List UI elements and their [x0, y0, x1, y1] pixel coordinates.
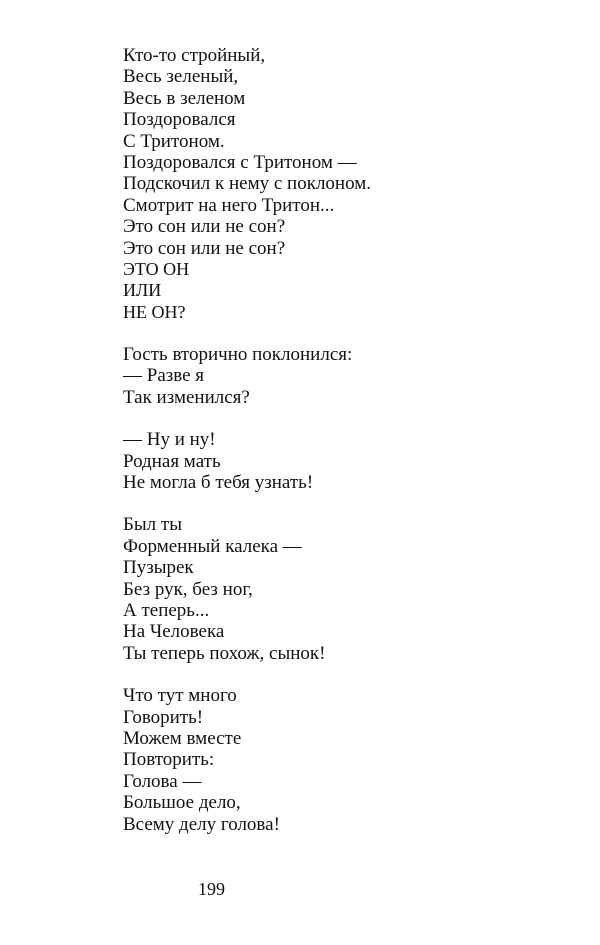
stanza-4 [123, 514, 563, 664]
poem-line: Был ты [123, 514, 182, 536]
poem-line: Можем вместе [123, 727, 242, 749]
poem-line: — Разве я [123, 365, 205, 387]
poem-line: Форменный калека — [123, 535, 302, 557]
poem-line: Пузырек [123, 557, 194, 579]
poem-line: — Ну и ну! [123, 429, 216, 451]
poem-line: Повторить: [123, 749, 215, 771]
poem-line: Ты теперь похож, сынок! [123, 642, 326, 664]
poem-line: Голова — [123, 770, 202, 792]
poem-text [123, 45, 563, 835]
poem-line: Это сон или не сон? [123, 237, 286, 259]
page-number: 199 [198, 879, 225, 899]
poem-line: Смотрит на него Тритон... [123, 194, 335, 216]
poem-line: Большое дело, [123, 792, 241, 814]
poem-line: ИЛИ [123, 280, 162, 301]
poem-line: Весь в зеленом [123, 87, 246, 109]
poem-line: Весь зеленый, [123, 66, 239, 88]
poem-line: А теперь... [123, 599, 210, 621]
poem-line: Всему делу голова! [123, 813, 280, 835]
stanza-2 [123, 344, 563, 408]
poem-line: На Человека [123, 621, 225, 643]
poem-line: ЭТО ОН [123, 258, 190, 279]
poem-line: Что тут много [123, 685, 237, 707]
poem-line: Так изменился? [123, 386, 250, 408]
poem-line: Поздоровался с Тритоном — [123, 151, 357, 173]
poem-line: С Тритоном. [123, 130, 225, 152]
poem-line: Поздоровался [123, 109, 236, 131]
poem-line: Без рук, без ног, [123, 578, 253, 600]
poem-line: Не могла б тебя узнать! [123, 472, 314, 494]
stanza-5 [123, 685, 563, 835]
stanza-1 [123, 45, 563, 323]
poem-line: Это сон или не сон? [123, 216, 286, 238]
poem-line: Говорить! [123, 706, 204, 728]
poem-line: Гость вторично поклонился: [123, 344, 353, 366]
poem-line: НЕ ОН? [123, 301, 186, 322]
stanza-3 [123, 429, 563, 493]
poem-line: Кто-то стройный, [123, 45, 266, 66]
poem-line: Подскочил к нему с поклоном. [123, 173, 372, 195]
poem-line: Родная мать [123, 450, 221, 472]
